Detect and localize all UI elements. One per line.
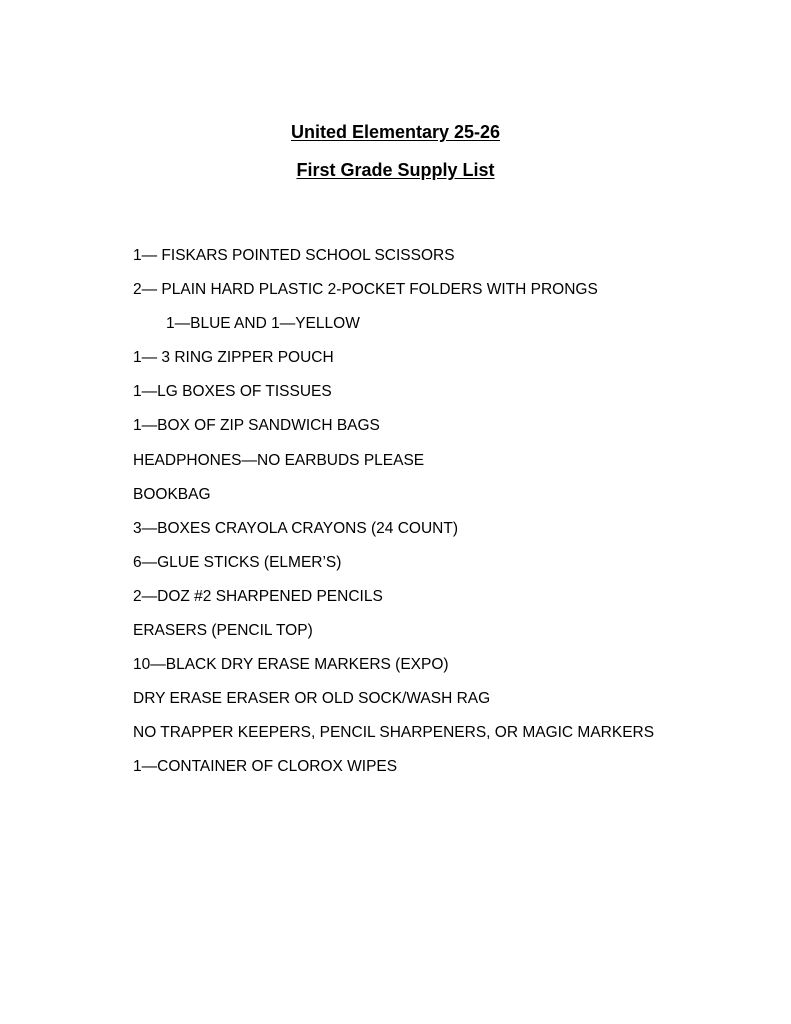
list-item: ERASERS (PENCIL TOP) bbox=[133, 622, 313, 640]
list-item: 1— FISKARS POINTED SCHOOL SCISSORS bbox=[133, 247, 455, 264]
document-title: United Elementary 25-26 bbox=[290, 122, 501, 142]
list-item: DRY ERASE ERASER OR OLD SOCK/WASH RAG bbox=[133, 690, 491, 708]
list-item-subnote: 1—BLUE AND 1—YELLOW bbox=[166, 315, 360, 333]
list-item: NO TRAPPER KEEPERS, PENCIL SHARPENERS, OR MAGIC MARKERS bbox=[133, 724, 655, 742]
list-item: 2— PLAIN HARD PLASTIC 2-POCKET FOLDERS WITH PRONGS bbox=[133, 281, 598, 299]
list-item: 10—BLACK DRY ERASE MARKERS (EXPO) bbox=[133, 656, 449, 674]
list-item: 6—GLUE STICKS (ELMER’S) bbox=[133, 553, 342, 571]
supply-list bbox=[133, 245, 654, 791]
list-item: 2—DOZ #2 SHARPENED PENCILS bbox=[133, 587, 383, 605]
list-item: BOOKBAG bbox=[133, 485, 211, 503]
list-item: 1—LG BOXES OF TISSUES bbox=[133, 383, 332, 401]
list-item: 3—BOXES CRAYOLA CRAYONS (24 COUNT) bbox=[133, 519, 459, 537]
list-item: 1—CONTAINER OF CLOROX WIPES bbox=[133, 758, 398, 776]
document-subtitle: First Grade Supply List bbox=[296, 160, 495, 180]
list-item: HEADPHONES—NO EARBUDS PLEASE bbox=[133, 451, 425, 469]
list-item: 1— 3 RING ZIPPER POUCH bbox=[133, 349, 334, 367]
list-item: 1—BOX OF ZIP SANDWICH BAGS bbox=[133, 417, 380, 435]
